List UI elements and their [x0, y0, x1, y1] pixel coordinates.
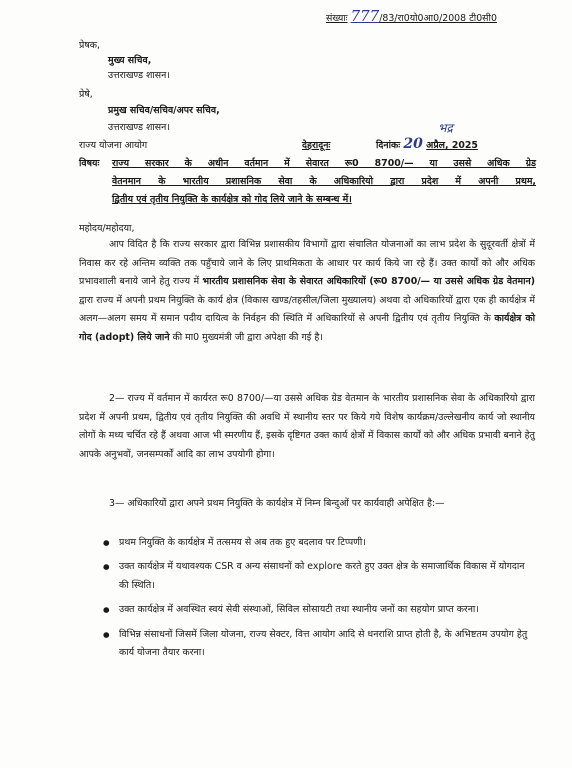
- sender-name: मुख्य सचिव,: [108, 55, 152, 66]
- paragraph-1: [79, 236, 535, 348]
- paragraph-2: [79, 390, 535, 464]
- recipient-label: प्रेषे,: [79, 89, 93, 100]
- paragraph-2-text: 2— राज्य में वर्तमान में कार्यरत रू0 8700/—या उससे अधिक ग्रेड वेतमान के भारतीय प्रशासनिक सेवा के अधिकारियो द्वारा प्रदेश में अपनी प्रथम, द्वितीय एवं तृतीय नियुक्ति की अवधि में स्थानीय स्तर पर किये गये विशेष कार्यक्रम/उल्लेखनीय कार्य जो स्थानीय लोगों के मध्य चर्चित रहे हैं अथवा आज भी स्मरणीय हैं, इसके दृष्टिगत उक्त कार्य क्षेत्रों में विकास कार्यों को और अधिक प्रभावी बनाने हेतु आपके अनुभवों, जनसम्पर्कों आदि का लाभ उपयोगी होगा।: [79, 393, 535, 460]
- department: राज्य योजना आयोग: [79, 140, 148, 151]
- subject-line-2: वेतनमान के भारतीय प्रशासनिक सेवा के अधिकारियो द्वारा प्रदेश में अपनी प्रथम,: [112, 176, 536, 187]
- date-rest: अप्रैल, 2025: [426, 140, 478, 151]
- place: देहरादूनः: [302, 140, 331, 151]
- sender-org: उत्तराखण्ड शासन।: [108, 70, 170, 81]
- paragraph-1-bold-officers: भारतीय प्रशासनिक सेवा के सेवारत अधिकारियों (रू0 8700/— या उससे अधिक ग्रेड वेतमान): [202, 276, 535, 288]
- sender-label: प्रेषक,: [79, 40, 100, 51]
- letter-date: [376, 138, 478, 152]
- date-label: दिनांकः: [376, 140, 401, 151]
- paragraph-1-part-c: द्वारा राज्य में अपनी प्रथम नियुक्ति के कार्य क्षेत्र (विकास खण्ड/तहसील/जिला मुख्यालय) अथवा दो अधिकारियों द्वारा एक ही कार्यक्षेत्र में अलग—अलग समय में समान पदीय दायित्व के निर्वहन की स्थिति में अधिकारियों से अपनी द्वितीय एवं तृतीय नियुक्ति के: [79, 294, 535, 325]
- action-point: ● उक्त कार्यक्षेत्र में यथावश्यक CSR व अन्य संसाधनों को explore करते हुए उक्त क्षेत्र के समाजार्थिक विकास में योगदान की स्थिति।: [103, 558, 535, 595]
- recipient-org: उत्तराखण्ड शासन।: [108, 122, 170, 133]
- handwritten-reference-number: 777: [350, 7, 380, 25]
- action-point: ● प्रथम नियुक्ति के कार्यक्षेत्र में तत्समय से अब तक हुए बदलाव पर टिप्पणी।: [103, 534, 535, 552]
- action-points-list: [103, 534, 535, 668]
- subject-label: विषयः: [79, 158, 100, 169]
- handwritten-initials: भद्र: [438, 121, 453, 135]
- action-point: ● उक्त कार्यक्षेत्र में अवस्थित स्वयं सेवी संस्थाओं, सिविल सोसायटी तथा स्थानीय जनों का सहयोग प्राप्त करना।: [103, 601, 535, 619]
- recipient-name: प्रमुख सचिव/सचिव/अपर सचिव,: [108, 105, 220, 116]
- subject-line-1: राज्य सरकार के अधीन वर्तमान में सेवारत रू0 8700/— या उससे अधिक ग्रेड: [112, 158, 536, 169]
- paragraph-1-bold-adopt: कार्यक्षेत्र को गोद (adopt) लिये जाने: [79, 313, 536, 343]
- paragraph-3-text: 3— अधिकारियों द्वारा अपने प्रथम नियुक्ति के कार्यक्षेत्र में निम्न बिन्दुओं पर कार्यवाही अपेक्षित है:—: [109, 498, 445, 509]
- paragraph-1-part-a: आप विदित है कि राज्य सरकार द्वारा विभिन्न प्रशासकीय विभागों द्वारा संचालित योजनाओं का लाभ प्रदेश के सुदूरवर्ती क्षेत्रों में निवास कर रहे अन्तिम व्यक्ति तक पहुँचाये जाने के लिए प्राथमिकता के आधार पर कार्य किये जा रहे हैं। उक्त कार्यों को और अधिक प्रभावशाली बनाये जाने हेतु राज्य में: [79, 239, 535, 288]
- action-point: ● विभिन्न संसाधनों जिसमें जिला योजना, राज्य सेक्टर, वित्त आयोग आदि से धनराशि प्राप्त होती है, के अभिष्टतम उपयोग हेतु कार्य योजना तैयार करना।: [103, 626, 535, 663]
- paragraph-1-part-e: की मा0 मुख्यमंत्री जी द्वारा अपेक्षा की गई है।: [169, 331, 323, 343]
- paragraph-3: [79, 495, 535, 514]
- handwritten-day: 20: [403, 136, 423, 152]
- reference-label: संख्याः: [326, 13, 348, 24]
- salutation: महोदय/महोदया,: [79, 223, 135, 234]
- reference-number: [326, 7, 497, 25]
- subject-line-3: द्वितीय एवं तृतीय नियुक्ति के कार्यक्षेत्र को गोद लिये जाने के सम्बन्ध में।: [112, 194, 352, 205]
- reference-suffix: /83/रा0यो0आ0/2008 टी0सी0: [379, 13, 497, 24]
